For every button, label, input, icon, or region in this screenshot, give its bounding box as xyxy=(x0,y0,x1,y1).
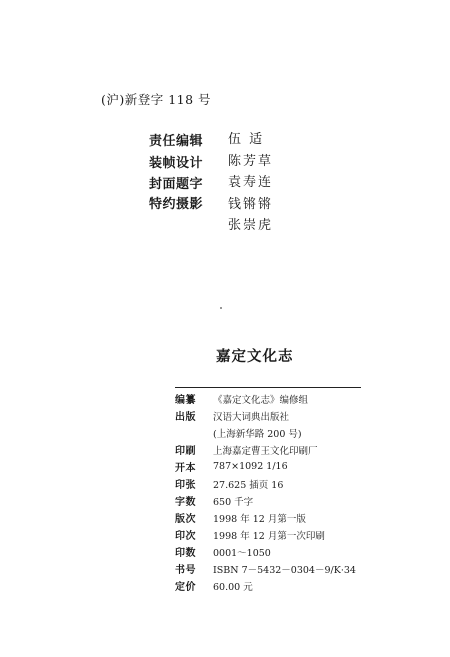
credit-row-design xyxy=(149,151,273,173)
imprint-value: 1998 年 12 月第一版 xyxy=(213,513,306,525)
book-title: 嘉定文化志 xyxy=(216,349,294,365)
imprint-block xyxy=(175,387,361,594)
imprint-value: 0001～1050 xyxy=(213,547,271,559)
imprint-label: 字数 xyxy=(175,497,196,508)
credit-name: 陈芳草 xyxy=(228,153,274,169)
imprint-row-publisher xyxy=(175,407,361,424)
imprint-row-publisher-address xyxy=(175,424,361,441)
imprint-value: 汉语大词典出版社 xyxy=(213,411,290,423)
imprint-value: (上海新华路 200 号) xyxy=(213,428,302,440)
imprint-label: 出版 xyxy=(175,412,196,423)
imprint-value: 650 千字 xyxy=(213,496,254,508)
imprint-row-isbn xyxy=(175,560,361,577)
imprint-label: 印刷 xyxy=(175,446,196,457)
imprint-label: 印数 xyxy=(175,548,196,559)
imprint-label: 书号 xyxy=(175,565,196,576)
imprint-label: 版次 xyxy=(175,514,196,525)
imprint-row-printing xyxy=(175,526,361,543)
credits-block xyxy=(149,129,273,237)
credit-row-calligraphy xyxy=(149,172,273,194)
imprint-label: 定价 xyxy=(175,582,196,593)
credit-name: 伍 适 xyxy=(228,132,265,147)
imprint-value: 1998 年 12 月第一次印刷 xyxy=(213,530,325,542)
imprint-row-print-run xyxy=(175,543,361,560)
imprint-label: 印次 xyxy=(175,531,196,542)
credit-name: 张崇虎 xyxy=(228,218,274,233)
imprint-row-edition xyxy=(175,509,361,526)
credit-row-photography xyxy=(149,194,273,237)
imprint-row-printer xyxy=(175,441,361,458)
credit-role: 封面题字 xyxy=(149,177,204,193)
imprint-row-format xyxy=(175,458,361,475)
imprint-row-editor xyxy=(175,390,361,407)
imprint-row-price xyxy=(175,577,361,594)
credit-name: 钱锵锵 xyxy=(228,196,274,212)
imprint-value: 27.625 插页 16 xyxy=(213,479,284,491)
credit-role: 装帧设计 xyxy=(149,155,204,171)
credit-name: 袁寿连 xyxy=(228,175,274,190)
registration-number: (沪)新登字 118 号 xyxy=(101,92,212,107)
imprint-label: 编纂 xyxy=(175,395,196,406)
print-speck xyxy=(220,307,222,309)
imprint-value: 60.00 元 xyxy=(213,581,253,593)
imprint-value: ISBN 7－5432－0304－9/K·34 xyxy=(213,564,356,576)
imprint-value: 《嘉定文化志》编修组 xyxy=(213,394,309,406)
credit-row-editor xyxy=(149,129,273,151)
imprint-value: 上海嘉定曹王文化印刷厂 xyxy=(213,445,318,457)
imprint-row-words xyxy=(175,492,361,509)
imprint-label: 开本 xyxy=(175,463,196,474)
credit-role: 责任编辑 xyxy=(149,134,204,150)
imprint-label: 印张 xyxy=(175,480,196,491)
credit-role: 特约摄影 xyxy=(149,196,204,212)
imprint-value: 787×1092 1/16 xyxy=(213,461,288,472)
imprint-row-sheets xyxy=(175,475,361,492)
